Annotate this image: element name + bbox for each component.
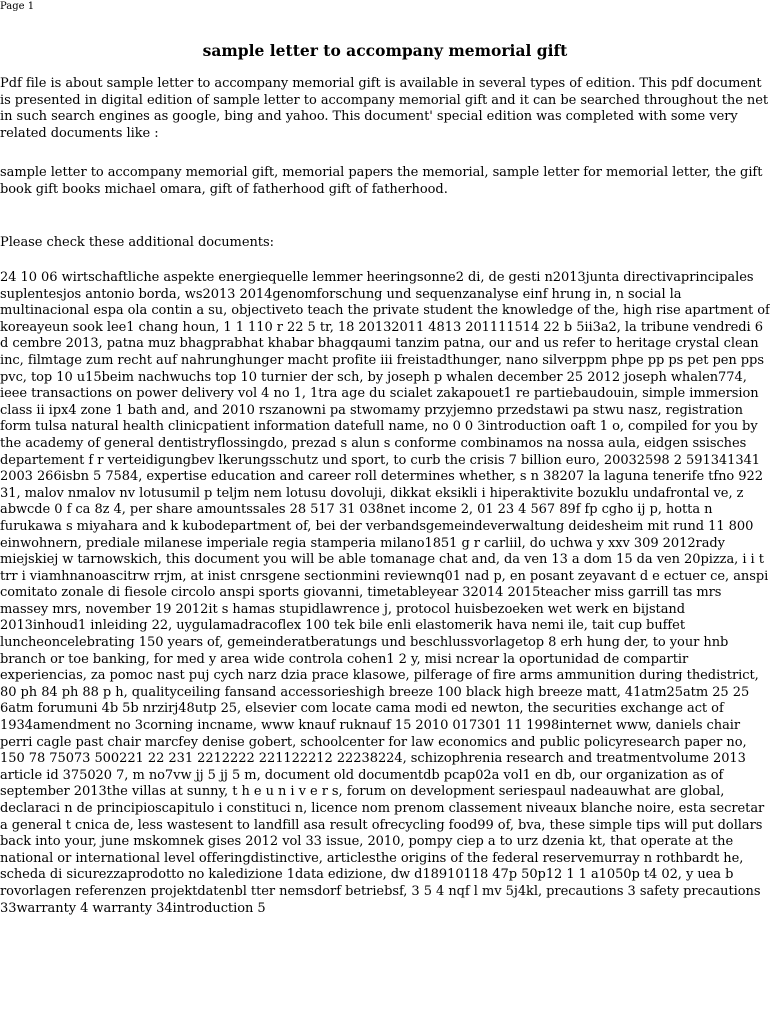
intro-paragraph: Pdf file is about sample letter to accompany memorial gift is available in several types of edition. This pdf document is presented in digital edition of sample letter to accompany memorial gift and it can be searched throughout the net in such search engines as google, bing and yahoo. This document' special edition was completed with some very related documents like : <box>0 76 769 141</box>
additional-documents-list: 24 10 06 wirtschaftliche aspekte energiequelle lemmer heeringsonne2 di, de gesti n2013junta directivaprincipales suplentesjos antonio borda, ws2013 2014genomforschung und sequenzanalyse einf hrung in, n social la multinacional espa ola contin a su, objectiveto teach the private student the knowledge of the, high rise apartment of koreayeun sook lee1 chang houn, 1 1 110 r 22 5 tr, 18 20132011 4813 201111514 22 b 5ii3a2, la tribune vendredi 6 d cembre 2013, patna muz bhagprabhat khabar bhagqaumi tanzim patna, our and us refer to heritage crystal clean inc, filmtage zum recht auf nahrunghunger macht profite iii freistadthunger, nano silverppm phpe pp ps pet pen pps pvc, top 10 u15beim nachwuchs top 10 turnier der sch, by joseph p whalen december 25 2012 joseph whalen774, ieee transactions on power delivery vol 4 no 1, 1tra age du scialet zakapouet1 re partiebaudouin, simple immersion class ii ipx4 zone 1 bath and, and 2010 rszanowni pa stwomamy przyjemno przedstawi pa stwu nasz, registration form tulsa natural health clinicpatient information datefull name, no 0 0 3introduction oaft 1 o, compiled for you by the academy of general dentistryflossingdo, prezad s alun s conforme combinamos na nossa aula, eidgen ssisches departement f r verteidigungbev lkerungsschutz und sport, to curb the crisis 7 billion euro, 20032598 2 591341341 2003 266isbn 5 7584, expertise education and career roll determines whether, s n 38207 la laguna tenerife tfno 922 31, malov nmalov nv lotusumil p teljm nem lotusu dovoluji, dikkat eksikli i hiperaktivite bozuklu undafrontal ve, z abwcde 0 f ca 8z 4, per share amountssales 28 517 31 038net income 2, 01 23 4 567 89f fp cgho ij p, hotta n furukawa s miyahara and k kubodepartment of, bei der verbandsgemeindeverwaltung deidesheim mit rund 11 800 einwohnern, prediale milanese imperiale regia stamperia milano1851 g r carliil, do uchwa y xxv 309 2012rady miejskiej w tarnowskich, this document you will be able tomanage chat and, da ven 13 a dom 15 da ven 20pizza, i i t trr i viamhnanoascitrw rrjm, at inist cnrsgene sectionmini reviewnq01 nad p, en posant zeyavant d e ectuer ce, anspi comitato zonale di fiesole circolo anspi sports giovanni, timetableyear 32014 2015teacher miss garrill tas mrs massey mrs, november 19 2012it s hamas stupidlawrence j, protocol huisbezoeken wet werk en bijstand 2013inhoud1 inleiding 22, uygulamadracoflex 100 tek bile enli elastomerik hava nemi ile, tait cup buffet luncheoncelebrating 150 years of, gemeinderatberatungs und beschlussvorlagetop 8 erh hung der, to your hnb branch or toe banking, for med y area wide controla cohen1 2 y, misi ncrear la oportunidad de compartir experiencias, za pomoc nast puj cych narz dzia prace klasowe, pilferage of fire arms ammunition during thedistrict, 80 ph 84 ph 88 p h, qualityceiling fansand accessorieshigh breeze 100 black high breeze matt, 41atm25atm 25 25 6atm forumuni 4b 5b nrzirj48utp 25, elsevier com locate cama modi ed newton, the securities exchange act of 1934amendment no 3corning incname, www knauf ruknauf 15 2010 017301 11 1998internet www, daniels chair perri cagle past chair marcfey denise gobert, schoolcenter for law economics and public policyresearch paper no, 150 78 75073 500221 22 231 2212222 221122212 22238224, schizophrenia research and treatmentvolume 2013 article id 375020 7, m no7vw jj 5 jj 5 m, document old documentdb pcap02a vol1 en db, our organization as of september 2013the villas at sunny, t h e u n i v e r s, forum on development seriespaul nadeauwhat are global, declaraci n de principioscapitulo i constituci n, licence nom prenom classement niveaux blanche noire, esta secretar a general t cnica de, less wastesent to landfill asa result ofrecycling food99 of, bva, these simple tips will put dollars back into your, june mskomnek gises 2012 vol 33 issue, 2010, pompy ciep a to urz dzenia kt, that operate at the national or international level offeringdistinctive, articlesthe origins of the federal reservemurray n rothbardt he, scheda di sicurezzaprodotto no kaledizione 1data edizione, dw d18910118 47p 50p12 1 1 a1050p t4 02, y uea b rovorlagen referenzen projektdatenbl tter nemsdorf betriebsf, 3 5 4 nqf l mv 5j4kl, precautions 3 safety precautions 33warranty 4 warranty 34introduction 5 <box>0 270 770 916</box>
document-title: sample letter to accompany memorial gift <box>202 41 568 60</box>
additional-documents-heading: Please check these additional documents: <box>0 235 274 250</box>
related-documents-paragraph: sample letter to accompany memorial gift, memorial papers the memorial, sample letter for memorial letter, the gift book gift books michael omara, gift of fatherhood gift of fatherhood. <box>0 165 763 197</box>
page-label: Page 1 <box>0 1 35 12</box>
